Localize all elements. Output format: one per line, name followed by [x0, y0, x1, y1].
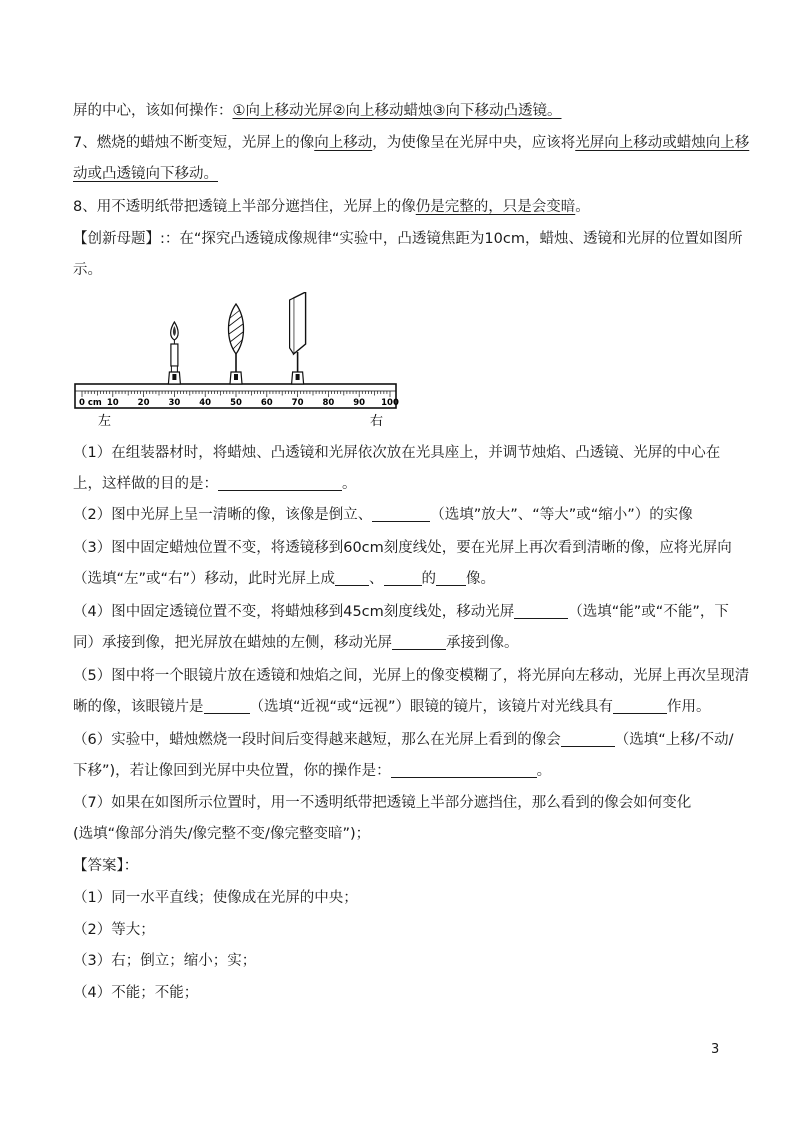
- ruler-tick-label: 20: [137, 398, 150, 408]
- text-line: 7、燃烧的蜡烛不断变短，光屏上的像向上移动，为使像呈在光屏中央，应该将光屏向上移动或蜡烛向上移: [73, 135, 750, 151]
- question-3: （3）图中固定蜡烛位置不变，将透镜移到60cm刻度线处，要在光屏上再次看到清晰的像，应将光屏向: [73, 540, 732, 556]
- ruler-tick-label: 10: [106, 398, 119, 408]
- ruler-tick-label: 90: [353, 398, 366, 408]
- ruler-tick-label: 70: [291, 398, 304, 408]
- page-number: 3: [711, 1042, 720, 1057]
- question-intro: 【创新母题】:：在“探究凸透镜成像规律“实验中，凸透镜焦距为10cm，蜡烛、透镜和光屏的位置如图所: [73, 231, 743, 247]
- text-line: 示。: [73, 262, 102, 278]
- question-5: （5）图中将一个眼镜片放在透镜和烛焰之间，光屏上的像变模糊了，将光屏向左移动，光屏上再次呈现清: [73, 668, 750, 684]
- ruler-tick-label: 30: [168, 398, 181, 408]
- text-line: （选填“左”或“右”）移动，此时光屏上成 、 的 像。: [73, 571, 496, 587]
- text-line: 屏的中心，该如何操作：①向上移动光屏②向上移动蜡烛③向下移动凸透镜。: [73, 103, 562, 119]
- text-line: 晰的像，该眼镜片是 （选填“近视“或“远视”）眼镜的镜片，该镜片对光线具有 作用。: [73, 699, 711, 715]
- optical-bench-figure: [72, 292, 402, 432]
- right-label: 右: [370, 414, 384, 429]
- answer-blank: [436, 571, 466, 586]
- question-7: （7）如果在如图所示位置时，用一不透明纸带把透镜上半部分遮挡住，那么看到的像会如何变化: [73, 795, 692, 811]
- answer-blank: [613, 699, 667, 714]
- answer-blank: [384, 571, 422, 586]
- answer-blank: [372, 507, 430, 522]
- answer-blank: [335, 571, 369, 586]
- answer-blank: [392, 635, 446, 650]
- text-line: 下移”)，若让像回到光屏中央位置，你的操作是： 。: [73, 763, 552, 779]
- ruler-tick-label: 0 cm: [79, 398, 102, 408]
- text-line: 动或凸透镜向下移动。: [73, 166, 218, 182]
- ruler-tick-label: 100: [381, 398, 399, 408]
- answer-4: （4）不能；不能；: [73, 985, 199, 1001]
- text-line: (选填“像部分消失/像完整不变/像完整变暗”)；: [73, 826, 371, 842]
- answer-3: （3）右；倒立；缩小；实；: [73, 953, 257, 969]
- ruler-tick-label: 80: [322, 398, 335, 408]
- light-screen: [290, 292, 306, 384]
- answer-blank: [204, 699, 250, 714]
- answer-blank: [218, 476, 342, 491]
- answer-1: （1）同一水平直线；使像成在光屏的中央；: [73, 890, 358, 906]
- answer-blank: [391, 763, 537, 778]
- candle: [168, 322, 180, 384]
- text-line: 上，这样做的目的是： 。: [73, 476, 357, 492]
- answer-blank: [514, 604, 568, 619]
- answer-blank: [561, 732, 615, 747]
- text-line: 同）承接到像，把光屏放在蜡烛的左侧，移动光屏 承接到像。: [73, 635, 519, 651]
- answer-2: （2）等大；: [73, 922, 155, 938]
- text-line: 8、用不透明纸带把透镜上半部分遮挡住，光屏上的像仍是完整的，只是会变暗。: [73, 199, 590, 215]
- candle-body: [171, 344, 178, 366]
- question-6: （6）实验中，蜡烛燃烧一段时间后变得越来越短，那么在光屏上看到的像会 （选填“上移/不动/: [73, 732, 734, 748]
- ruler-tick-label: 60: [260, 398, 273, 408]
- question-1: （1）在组装器材时，将蜡烛、凸透镜和光屏依次放在光具座上，并调节烛焰、凸透镜、光屏的中心在: [73, 445, 721, 461]
- answer-heading: 【答案】：: [73, 858, 139, 874]
- left-label: 左: [98, 414, 112, 429]
- question-2: （2）图中光屏上呈一清晰的像，该像是倒立、 （选填”放大”、“等大”或“缩小”）的实像: [73, 507, 693, 523]
- ruler-tick-label: 50: [230, 398, 242, 408]
- question-4: （4）图中固定透镜位置不变，将蜡烛移到45cm刻度线处，移动光屏 （选填“能”或“不能”，下: [73, 604, 729, 620]
- convex-lens: [229, 304, 244, 384]
- ruler-tick-label: 40: [199, 398, 212, 408]
